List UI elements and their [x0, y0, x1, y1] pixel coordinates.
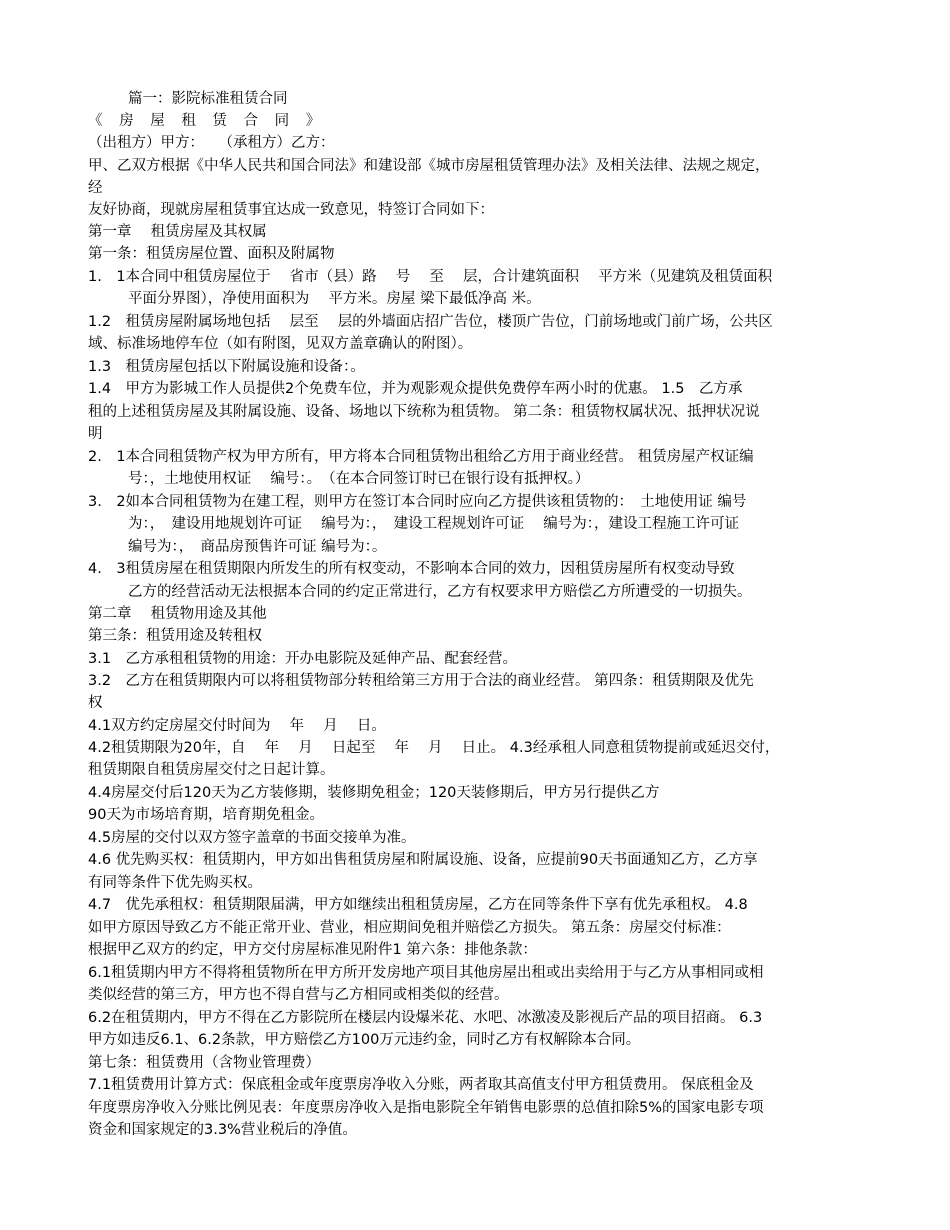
clause-line: 4. 3租赁房屋在租赁期限内所发生的所有权变动，不影响本合同的效力，因租赁房屋所有权变动导致 — [88, 561, 735, 577]
clause-line: 3.1 乙方承租租赁物的用途：开办电影院及延伸产品、配套经营。 — [88, 651, 518, 667]
clause-line: 号：，土地使用权证 编号：。 （在本合同签订时已在银行设有抵押权。） — [128, 471, 590, 487]
clause-line: 4.6 优先购买权：租赁期内，甲方如出售租赁房屋和附属设施、设备，应提前90天书面通知乙方，乙方享 — [88, 852, 758, 868]
clause-line: 资金和国家规定的3.3%营业税后的净值。 — [88, 1122, 357, 1138]
clause-line: 1.3 租赁房屋包括以下附属设施和设备：。 — [88, 359, 365, 375]
clause-line: 90天为市场培育期，培育期免租金。 — [88, 807, 324, 823]
clause-line: 1.2 租赁房屋附属场地包括 层至 层的外墙面店招广告位，楼顶广告位，门前场地或门前广场，公共区 — [88, 314, 773, 330]
article-heading: 第三条：租赁用途及转租权 — [88, 628, 262, 644]
clause-line: 4.7 优先承租权：租赁期限届满，甲方如继续出租租赁房屋，乙方在同等条件下享有优先承租权。 4.8 — [88, 897, 748, 913]
clause-line: 4.2租赁期限为20年，自 年 月 日起至 年 月 日止。 4.3经承租人同意租赁物提前或延迟交付， — [88, 740, 780, 756]
article-heading: 第七条：租赁费用（含物业管理费） — [88, 1055, 320, 1071]
parties-line: （出租方）甲方： （承租方）乙方： — [88, 135, 335, 151]
text-line: 友好协商，现就房屋租赁事宜达成一致意见，特签订合同如下： — [88, 202, 494, 218]
contract-title: 《 房 屋 租 赁 合 同 》 — [88, 113, 327, 129]
clause-line: 甲方如违反6.1、6.2条款，甲方赔偿乙方100万元违约金，同时乙方有权解除本合同。 — [88, 1032, 641, 1048]
clause-line: 租赁期限自租赁房屋交付之日起计算。 — [88, 762, 335, 778]
clause-line: 权 — [88, 695, 103, 711]
clause-line: 有同等条件下优先购买权。 — [88, 875, 262, 891]
clause-line: 1.4 甲方为影城工作人员提供2个免费车位，并为观影观众提供免费停车两小时的优惠。 1.5 乙方承 — [88, 381, 743, 397]
clause-line: 4.4房屋交付后120天为乙方装修期，装修期免租金；120天装修期后，甲方另行提供乙方 — [88, 785, 660, 801]
clause-line: 如甲方原因导致乙方不能正常开业、营业，相应期间免租并赔偿乙方损失。 第五条：房屋交付标准： — [88, 920, 731, 936]
doc-title: 篇一：影院标准租赁合同 — [128, 91, 288, 107]
clause-line: 乙方的经营活动无法根据本合同的约定正常进行，乙方有权要求甲方赔偿乙方所遭受的一切损失。 — [128, 584, 752, 600]
clause-line: 明 — [88, 426, 103, 442]
article-heading: 第一条：租赁房屋位置、面积及附属物 — [88, 246, 335, 262]
clause-line: 编号为：， 商品房预售许可证 编号为：。 — [128, 539, 387, 555]
clause-line: 2. 1本合同租赁物产权为甲方所有，甲方将本合同租赁物出租给乙方用于商业经营。 租赁房屋产权证编 — [88, 449, 754, 465]
clause-line: 类似经营的第三方，甲方也不得自营与乙方相同或相类似的经营。 — [88, 987, 509, 1003]
text-line: 经 — [88, 180, 103, 196]
clause-line: 3. 2如本合同租赁物为在建工程，则甲方在签订本合同时应向乙方提供该租赁物的： 土地使用证 编号 — [88, 494, 747, 510]
clause-line: 根据甲乙双方的约定，甲方交付房屋标准见附件1 第六条：排他条款： — [88, 942, 537, 958]
clause-line: 1. 1本合同中租赁房屋位于 省市（县）路 号 至 层，合计建筑面积 平方米（见建筑及租赁面积 — [88, 269, 773, 285]
clause-line: 3.2 乙方在租赁期限内可以将租赁物部分转租给第三方用于合法的商业经营。 第四条：租赁期限及优先 — [88, 673, 754, 689]
clause-line: 为：， 建设用地规划许可证 编号为：， 建设工程规划许可证 编号为：，建设工程施工许可证 — [128, 516, 739, 532]
clause-line: 域、标准场地停车位（如有附图，见双方盖章确认的附图）。 — [88, 336, 473, 352]
clause-line: 4.5房屋的交付以双方签字盖章的书面交接单为准。 — [88, 830, 416, 846]
chapter-heading: 第二章 租赁物用途及其他 — [88, 606, 267, 622]
clause-line: 平面分界图），净使用面积为 平方米。房屋 梁下最低净高 米。 — [128, 291, 541, 307]
clause-line: 6.1租赁期内甲方不得将租赁物所在甲方所开发房地产项目其他房屋出租或出卖给用于与乙方从事相同或相 — [88, 965, 764, 981]
clause-line: 6.2在租赁期内，甲方不得在乙方影院所在楼层内设爆米花、水吧、冰激凌及影视后产品的项目招商。 6.3 — [88, 1010, 763, 1026]
clause-line: 租的上述租赁房屋及其附属设施、设备、场地以下统称为租赁物。 第二条：租赁物权属状况、抵押状况说 — [88, 404, 760, 420]
clause-line: 4.1双方约定房屋交付时间为 年 月 日。 — [88, 718, 386, 734]
clause-line: 7.1租赁费用计算方式：保底租金或年度票房净收入分账，两者取其高值支付甲方租赁费用。 保底租金及 — [88, 1077, 754, 1093]
chapter-heading: 第一章 租赁房屋及其权属 — [88, 224, 267, 240]
text-line: 甲、乙双方根据《中华人民共和国合同法》和建设部《城市房屋租赁管理办法》及相关法律、法规之规定， — [88, 158, 770, 174]
clause-line: 年度票房净收入分账比例见表：年度票房净收入是指电影院全年销售电影票的总值扣除5%的国家电影专项 — [88, 1100, 764, 1116]
